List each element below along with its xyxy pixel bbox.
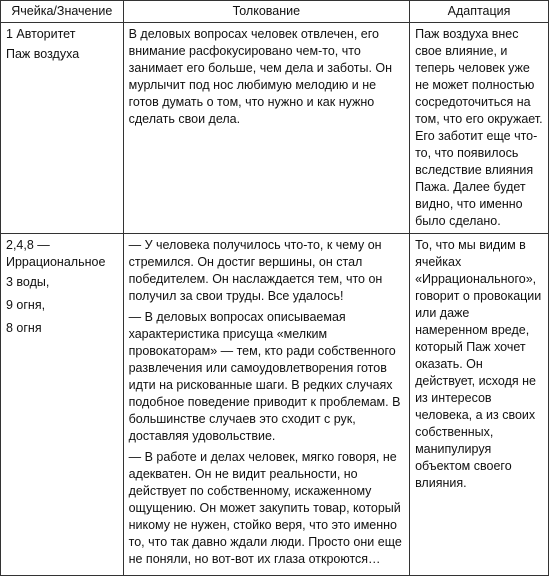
cell-value-line: 1 Авторитет	[6, 27, 76, 41]
cell-value	[1, 23, 124, 234]
interpretation-paragraph: В деловых вопросах человек отвлечен, его внимание расфокусировано чем-то, что занимает его больше, чем дела и заботы. Он мурлычит под нос любимую мелодию и не готов думать о том, что нужно и как нужно сделать свои дела.	[128, 27, 393, 126]
interpretation-paragraph: — У человека получилось что-то, к чему он стремился. Он достиг вершины, он стал победителем. Он наслаждается тем, что он получил за свои труды. Все удалось!	[128, 238, 383, 303]
cell-value-line: 2,4,8 — Иррациональное	[6, 238, 106, 269]
header-cell-value: Ячейка/Значение	[1, 1, 124, 23]
cell-value-line: 8 огня	[6, 321, 42, 335]
cell-value-line: 9 огня,	[6, 298, 46, 312]
interpretation-cell	[123, 23, 409, 234]
table-row	[1, 23, 549, 234]
adaptation-cell: То, что мы видим в ячейках «Иррационального», говорит о провокации или даже намеренном вреде, который Паж хочет оказать. Он действует, исходя не из интересов человека, а из своих собственных, манипулируя объектом своего влияния.	[410, 234, 549, 576]
cell-value-line: 3 воды,	[6, 275, 50, 289]
interpretation-cell	[123, 234, 409, 576]
header-adaptation: Адаптация	[410, 1, 549, 23]
cell-value	[1, 234, 124, 576]
interpretation-paragraph: — В работе и делах человек, мягко говоря, не адекватен. Он не видит реальности, но действует по собственному, искаженному ощущению. Он может закупить товар, который никому не нужен, стойко веря, что это именно то, что так давно ждали люди. Просто они еще не поняли, но вот-вот их глаза откроются…	[128, 450, 402, 566]
table-header-row	[1, 1, 549, 23]
header-interpretation: Толкование	[123, 1, 409, 23]
cell-value-line: Паж воздуха	[6, 47, 80, 61]
adaptation-cell: Паж воздуха внес свое влияние, и теперь человек уже не может полностью сосредоточиться на том, что его окружает. Его заботит еще что-то, что появилось вследствие влияния Пажа. Далее будет видно, что именно было сделано.	[410, 23, 549, 234]
interpretation-paragraph: — В деловых вопросах описываемая характеристика присуща «мелким провокаторам» — тем, кто ради собственного развлечения или самоудовлетворения готов идти на рискованные шаги. В редких случаях подобное поведение приводит к проблемам. В большинстве случаев это сходит с рук, доставляя удовольствие.	[128, 310, 401, 443]
table-row	[1, 234, 549, 576]
